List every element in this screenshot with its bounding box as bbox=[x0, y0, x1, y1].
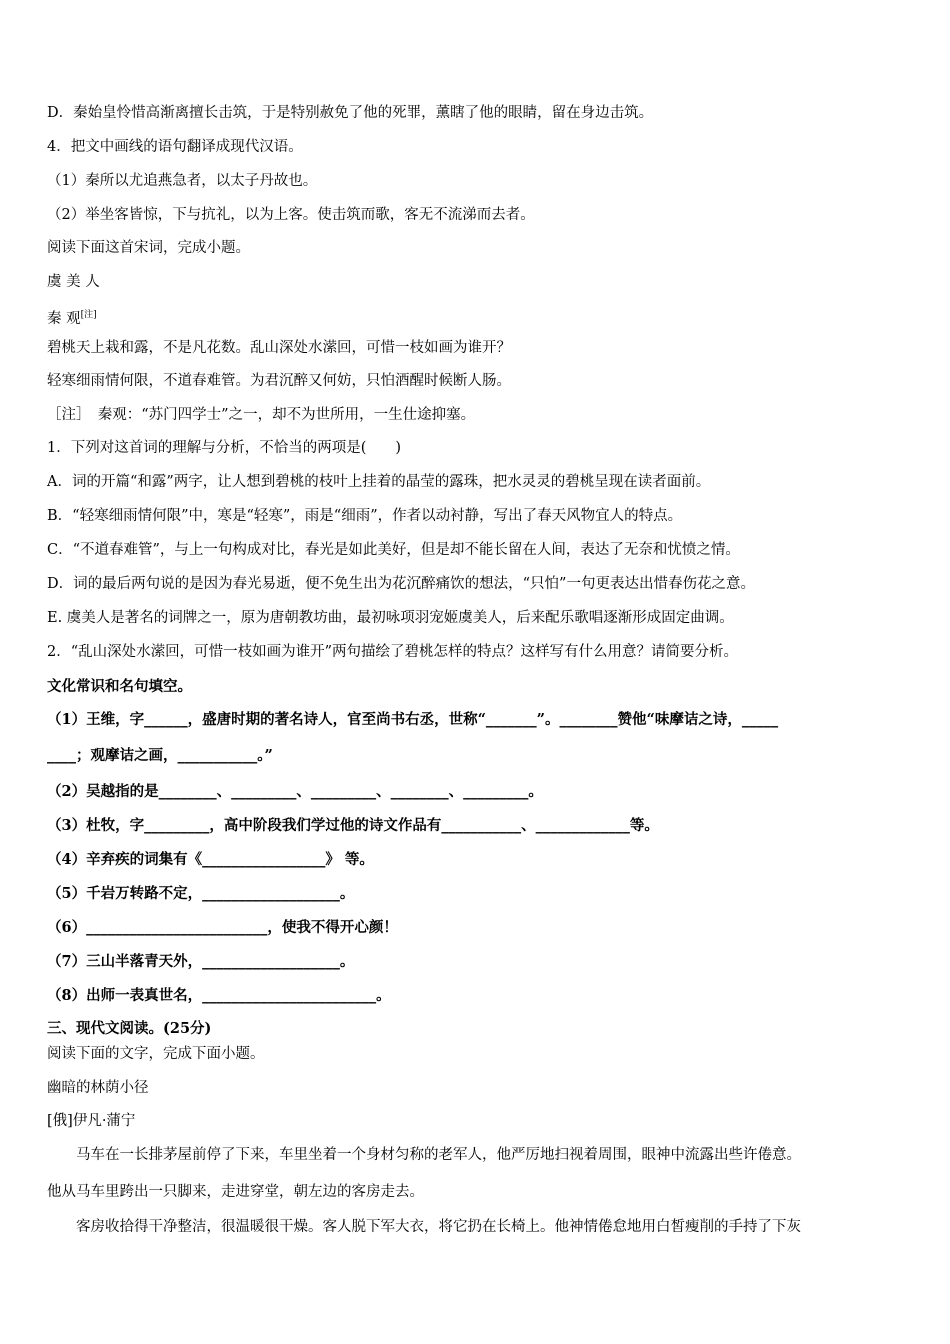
poem-intro: 阅读下面这首宋词，完成小题。 bbox=[47, 240, 250, 256]
reading-intro: 阅读下面的文字，完成下面小题。 bbox=[47, 1046, 265, 1062]
q4-title: 4．把文中画线的语句翻译成现代汉语。 bbox=[47, 139, 303, 155]
story-paragraph-1: 马车在一长排茅屋前停了下来，车里坐着一个身材匀称的老军人，他严厉地扫视着周围，眼神中流露出些许倦意。 bbox=[47, 1147, 801, 1163]
section-3-title: 三、现代文阅读。(25分) bbox=[47, 1020, 212, 1037]
poem-author-note-marker: [注] bbox=[80, 310, 97, 320]
poem-q1-option-e: E. 虞美人是著名的词牌之一，原为唐朝教坊曲，最初咏项羽宠姬虞美人，后来配乐歌唱逐渐形成固定曲调。 bbox=[47, 610, 734, 626]
fill-blank-3: （3）杜牧，字_________，高中阶段我们学过他的诗文作品有___________、_____________等。 bbox=[47, 817, 659, 834]
fill-blank-2: （2）吴越指的是________、_________、_________、________、_________。 bbox=[47, 783, 543, 800]
story-title: 幽暗的林荫小径 bbox=[47, 1080, 149, 1096]
fill-blank-1-cont: ____；观摩诘之画，___________。” bbox=[47, 747, 273, 764]
q3-option-d: D．秦始皇怜惜高渐离擅长击筑，于是特别赦免了他的死罪，薰瞎了他的眼睛，留在身边击筑。 bbox=[47, 105, 654, 121]
poem-question-2: 2．“乱山深处水潆回，可惜一枝如画为谁开”两句描绘了碧桃怎样的特点？这样写有什么用意？请简要分析。 bbox=[47, 644, 739, 660]
poem-q1-option-a: A．词的开篇“和露”两字，让人想到碧桃的枝叶上挂着的晶莹的露珠，把水灵灵的碧桃呈现在读者面前。 bbox=[47, 474, 711, 490]
poem-author-name: 秦 观 bbox=[47, 310, 81, 327]
poem-title: 虞 美 人 bbox=[47, 274, 100, 290]
fill-blank-1: （1）王维，字______，盛唐时期的著名诗人，官至尚书右丞，世称“_______”。________赞他“味摩诘之诗，_____ bbox=[47, 711, 779, 728]
fill-blank-7: （7）三山半落青天外，___________________。 bbox=[47, 953, 355, 970]
poem-author bbox=[47, 305, 97, 329]
poem-q1-option-b: B．“轻寒细雨情何限”中，寒是“轻寒”，雨是“细雨”，作者以动衬静，写出了春天风物宜人的特点。 bbox=[47, 508, 683, 524]
poem-question-1: 1．下列对这首词的理解与分析，不恰当的两项是( ) bbox=[47, 440, 402, 456]
story-paragraph-2: 客房收拾得干净整洁，很温暖很干燥。客人脱下军大衣，将它扔在长椅上。他神情倦怠地用白皙瘦削的手持了下灰 bbox=[47, 1219, 801, 1235]
poem-line-2: 轻寒细雨情何限，不道春难管。为君沉醉又何妨，只怕酒醒时候断人肠。 bbox=[47, 373, 511, 389]
poem-line-1: 碧桃天上栽和露，不是凡花数。乱山深处水潆回，可惜一枝如画为谁开？ bbox=[47, 340, 511, 356]
story-paragraph-1-cont: 他从马车里跨出一只脚来，走进穿堂，朝左边的客房走去。 bbox=[47, 1184, 424, 1200]
fill-blank-6: （6）_________________________，使我不得开心颜！ bbox=[47, 919, 398, 936]
fill-blank-5: （5）千岩万转路不定，___________________。 bbox=[47, 885, 355, 902]
poem-q1-option-c: C．“不道春难管”，与上一句构成对比，春光是如此美好，但是却不能长留在人间，表达了无奈和忧愤之情。 bbox=[47, 542, 740, 558]
q4-item-1: （1）秦所以尤追燕急者，以太子丹故也。 bbox=[47, 173, 318, 189]
culture-section-title: 文化常识和名句填空。 bbox=[47, 678, 192, 695]
story-author: [俄]伊凡·蒲宁 bbox=[47, 1113, 136, 1129]
fill-blank-8: （8）出师一表真世名，________________________。 bbox=[47, 987, 391, 1004]
poem-q1-option-d: D．词的最后两句说的是因为春光易逝，便不免生出为花沉醉痛饮的想法，“只怕”一句更表达出惜春伤花之意。 bbox=[47, 576, 755, 592]
q4-item-2: （2）举坐客皆惊，下与抗礼，以为上客。使击筑而歌，客无不流涕而去者。 bbox=[47, 207, 535, 223]
fill-blank-4: （4）辛弃疾的词集有《_________________》 等。 bbox=[47, 851, 374, 868]
poem-note: ［注］ 秦观：“苏门四学士”之一，却不为世所用，一生仕途抑塞。 bbox=[47, 407, 476, 423]
